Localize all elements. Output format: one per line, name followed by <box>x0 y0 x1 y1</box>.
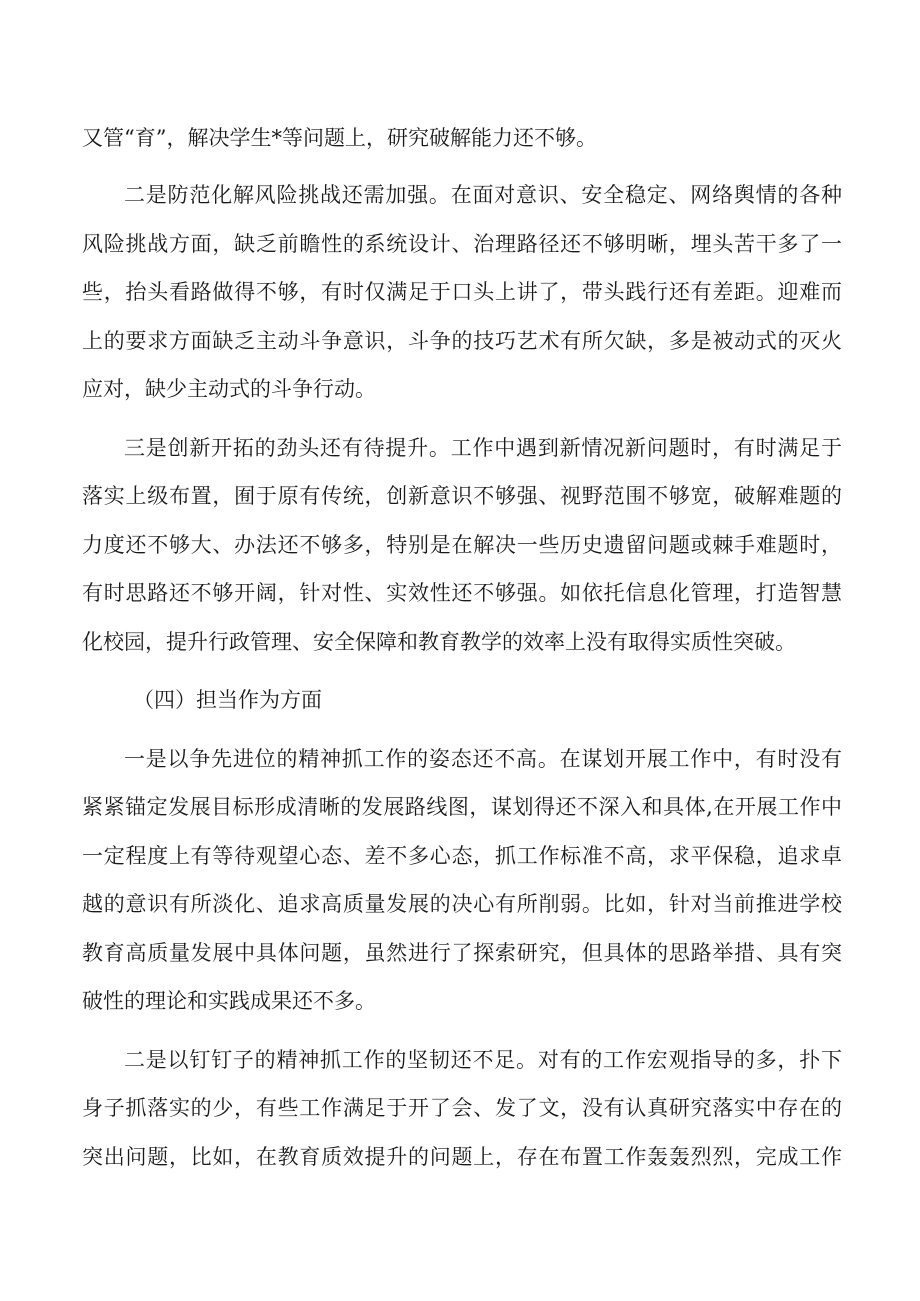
paragraph-line: 教育高质量发展中具体问题，虽然进行了探索研究，但具体的思路举措、具有突 <box>82 941 842 965</box>
paragraph-line: 二是防范化解风险挑战还需加强。在面对意识、安全稳定、网络舆情的各种 <box>124 183 842 207</box>
paragraph-line: 三是创新开拓的劲头还有待提升。工作中遇到新情况新问题时，有时满足于 <box>124 436 842 460</box>
paragraph-line: 力度还不够大、办法还不够多，特别是在解决一些历史遗留问题或棘手难题时， <box>82 533 842 557</box>
paragraph-line: 有时思路还不够开阔，针对性、实效性还不够强。如依托信息化管理，打造智慧 <box>82 581 842 605</box>
paragraph-line: 突出问题，比如，在教育质效提升的问题上，存在布置工作轰轰烈烈，完成工作 <box>82 1145 842 1169</box>
paragraph-line: 应对，缺少主动式的斗争行动。 <box>82 377 376 401</box>
section-heading: （四）担当作为方面 <box>133 688 322 712</box>
paragraph-line: 落实上级布置，囿于原有传统，创新意识不够强、视野范围不够宽，破解难题的 <box>82 484 842 508</box>
paragraph-line: 又管“育”，解决学生*等问题上，研究破解能力还不够。 <box>82 126 597 150</box>
paragraph-line: 一定程度上有等待观望心态、差不多心态，抓工作标准不高，求平保稳，追求卓 <box>82 844 842 868</box>
paragraph-line: 风险挑战方面，缺乏前瞻性的系统设计、治理路径还不够明晰，埋头苦干多了一 <box>82 232 842 256</box>
paragraph-line: 紧紧锚定发展目标形成清晰的发展路线图，谋划得还不深入和具体,在开展工作中 <box>82 795 842 819</box>
paragraph-line: 二是以钉钉子的精神抓工作的坚韧还不足。对有的工作宏观指导的多，扑下 <box>124 1048 842 1072</box>
paragraph-line: 些，抬头看路做得不够，有时仅满足于口头上讲了，带头践行还有差距。迎难而 <box>82 280 842 304</box>
paragraph-line: 一是以争先进位的精神抓工作的姿态还不高。在谋划开展工作中，有时没有 <box>124 747 842 771</box>
paragraph-line: 破性的理论和实践成果还不多。 <box>82 989 376 1013</box>
paragraph-line: 越的意识有所淡化、追求高质量发展的决心有所削弱。比如，针对当前推进学校 <box>82 892 842 916</box>
paragraph-line: 上的要求方面缺乏主动斗争意识，斗争的技巧艺术有所欠缺，多是被动式的灭火 <box>82 329 842 353</box>
paragraph-line: 身子抓落实的少，有些工作满足于开了会、发了文，没有认真研究落实中存在的 <box>82 1096 842 1120</box>
paragraph-line: 化校园，提升行政管理、安全保障和教育教学的效率上没有取得实质性突破。 <box>82 630 796 654</box>
